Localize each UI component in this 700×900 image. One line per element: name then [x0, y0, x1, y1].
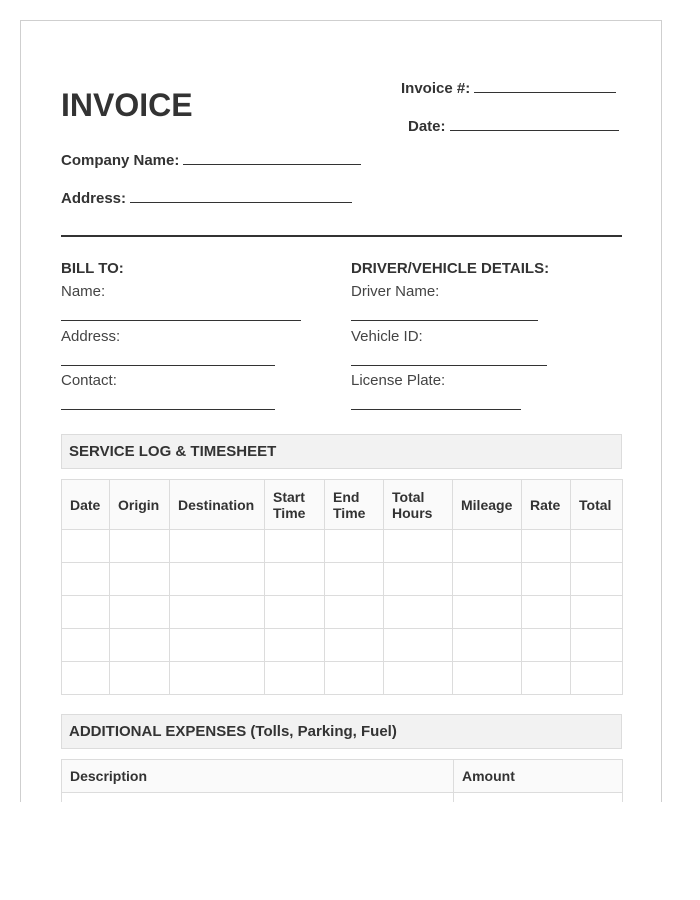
col-total-hours: Total Hours	[384, 480, 453, 530]
table-cell[interactable]	[170, 563, 265, 596]
service-log-table	[61, 479, 623, 695]
table-cell[interactable]	[110, 662, 170, 695]
table-row	[62, 629, 623, 662]
bill-to-heading: BILL TO:	[61, 260, 124, 277]
invoice-page	[20, 20, 662, 802]
col-total: Total	[571, 480, 623, 530]
table-cell[interactable]	[62, 530, 110, 563]
table-row	[62, 596, 623, 629]
table-cell[interactable]	[110, 530, 170, 563]
table-cell[interactable]	[453, 530, 522, 563]
license-plate-label: License Plate:	[351, 372, 446, 389]
table-cell[interactable]	[325, 530, 384, 563]
table-cell[interactable]	[522, 530, 571, 563]
col-mileage: Mileage	[453, 480, 522, 530]
driver-name-label: Driver Name:	[351, 283, 440, 300]
company-name-blank[interactable]	[183, 151, 361, 165]
table-cell[interactable]	[62, 662, 110, 695]
table-cell[interactable]	[170, 596, 265, 629]
table-cell[interactable]	[571, 596, 623, 629]
table-cell[interactable]	[571, 530, 623, 563]
header-divider	[61, 235, 622, 237]
table-cell[interactable]	[522, 662, 571, 695]
bill-to-name-label: Name:	[61, 283, 106, 300]
table-cell[interactable]	[522, 629, 571, 662]
table-cell[interactable]	[110, 629, 170, 662]
table-cell[interactable]	[325, 563, 384, 596]
col-amount: Amount	[454, 760, 623, 793]
invoice-title: INVOICE	[61, 87, 193, 123]
invoice-number-blank[interactable]	[474, 79, 616, 93]
date-field[interactable]	[408, 117, 619, 135]
date-label: Date:	[408, 118, 446, 135]
license-plate-blank[interactable]	[351, 409, 521, 410]
table-cell[interactable]	[453, 563, 522, 596]
table-cell[interactable]	[265, 629, 325, 662]
vehicle-id-blank[interactable]	[351, 365, 547, 366]
table-row	[62, 662, 623, 695]
table-cell[interactable]	[170, 662, 265, 695]
company-address-field[interactable]	[61, 189, 352, 207]
driver-vehicle-heading: DRIVER/VEHICLE DETAILS:	[351, 260, 550, 277]
table-cell[interactable]	[62, 793, 454, 803]
col-rate: Rate	[522, 480, 571, 530]
company-address-label: Address:	[61, 190, 127, 207]
driver-name-blank[interactable]	[351, 320, 538, 321]
table-cell[interactable]	[62, 629, 110, 662]
table-row	[62, 793, 623, 803]
table-cell[interactable]	[522, 596, 571, 629]
bill-to-contact-blank[interactable]	[61, 409, 275, 410]
table-cell[interactable]	[453, 596, 522, 629]
col-origin: Origin	[110, 480, 170, 530]
table-cell[interactable]	[384, 596, 453, 629]
table-cell[interactable]	[453, 629, 522, 662]
col-date: Date	[62, 480, 110, 530]
table-cell[interactable]	[325, 629, 384, 662]
service-log-header-row	[62, 480, 623, 530]
col-end-time: End Time	[325, 480, 384, 530]
table-cell[interactable]	[265, 596, 325, 629]
table-cell[interactable]	[170, 530, 265, 563]
table-row	[62, 563, 623, 596]
table-cell[interactable]	[522, 563, 571, 596]
table-cell[interactable]	[384, 629, 453, 662]
service-log-heading: SERVICE LOG & TIMESHEET	[61, 434, 622, 469]
company-address-blank[interactable]	[130, 189, 352, 203]
vehicle-id-label: Vehicle ID:	[351, 328, 423, 345]
table-cell[interactable]	[325, 662, 384, 695]
table-cell[interactable]	[62, 563, 110, 596]
table-cell[interactable]	[454, 793, 623, 803]
bill-to-name-blank[interactable]	[61, 320, 301, 321]
table-cell[interactable]	[62, 596, 110, 629]
company-name-label: Company Name:	[61, 152, 180, 169]
expenses-header-row	[62, 760, 623, 793]
bill-to-address-blank[interactable]	[61, 365, 275, 366]
table-cell[interactable]	[571, 662, 623, 695]
table-cell[interactable]	[170, 629, 265, 662]
table-row	[62, 530, 623, 563]
bill-to-address-label: Address:	[61, 328, 121, 345]
table-cell[interactable]	[265, 662, 325, 695]
table-cell[interactable]	[265, 530, 325, 563]
table-cell[interactable]	[110, 563, 170, 596]
bill-to-contact-label: Contact:	[61, 372, 117, 389]
expenses-table	[61, 759, 623, 802]
table-cell[interactable]	[384, 662, 453, 695]
col-destination: Destination	[170, 480, 265, 530]
invoice-number-field[interactable]	[401, 79, 616, 97]
col-description: Description	[62, 760, 454, 793]
expenses-heading: ADDITIONAL EXPENSES (Tolls, Parking, Fuel)	[61, 714, 622, 749]
table-cell[interactable]	[571, 563, 623, 596]
table-cell[interactable]	[384, 563, 453, 596]
table-cell[interactable]	[571, 629, 623, 662]
table-cell[interactable]	[265, 563, 325, 596]
table-cell[interactable]	[325, 596, 384, 629]
col-start-time: Start Time	[265, 480, 325, 530]
company-name-field[interactable]	[61, 151, 361, 169]
invoice-number-label: Invoice #:	[401, 80, 471, 97]
table-cell[interactable]	[384, 530, 453, 563]
table-cell[interactable]	[453, 662, 522, 695]
table-cell[interactable]	[110, 596, 170, 629]
date-blank[interactable]	[450, 117, 619, 131]
